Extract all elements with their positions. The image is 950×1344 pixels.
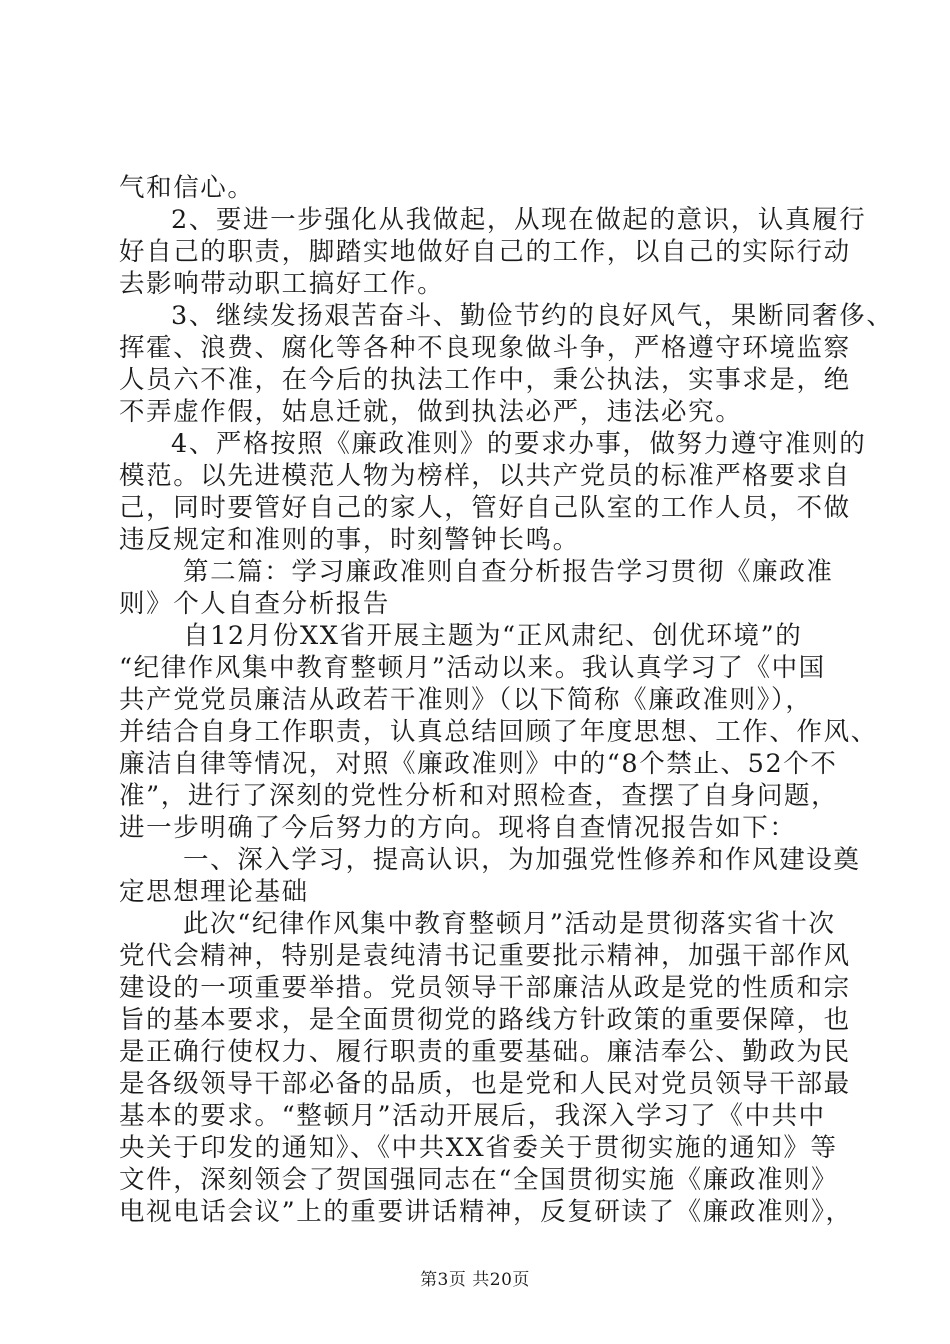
text-line: 模范。以先进模范人物为榜样，以共产党员的标准严格要求自 [119, 461, 851, 491]
text-line: 建设的一项重要举措。党员领导干部廉洁从政是党的性质和宗 [119, 973, 851, 1003]
text-line: 是正确行使权力、履行职责的重要基础。廉洁奉公、勤政为民 [119, 1037, 851, 1067]
text-line: 此次“纪律作风集中教育整顿月”活动是贯彻落实省十次 [183, 909, 836, 939]
text-line: 去影响带动职工搞好工作。 [119, 269, 445, 299]
text-line: 4、严格按照《廉政准则》的要求办事，做努力遵守准则的 [171, 429, 867, 459]
text-line: 是各级领导干部必备的品质，也是党和人民对党员领导干部最 [119, 1069, 851, 1099]
text-line: 并结合自身工作职责，认真总结回顾了年度思想、工作、作风、 [119, 717, 878, 747]
text-line: 违反规定和准则的事，时刻警钟长鸣。 [119, 525, 580, 555]
text-line: 好自己的职责，脚踏实地做好自己的工作，以自己的实际行动 [119, 237, 851, 267]
text-line: 3、继续发扬艰苦奋斗、勤俭节约的良好风气，果断同奢侈、 [171, 301, 894, 331]
text-line: 挥霍、浪费、腐化等各种不良现象做斗争，严格遵守环境监察 [119, 333, 851, 363]
text-line: 自12月份XX省开展主题为“正风肃纪、创优环境”的 [183, 621, 803, 651]
text-line: 进一步明确了今后努力的方向。现将自查情况报告如下： [119, 813, 797, 843]
text-line: 己，同时要管好自己的家人，管好自己队室的工作人员，不做 [119, 493, 851, 523]
text-line: 人员六不准，在今后的执法工作中，秉公执法，实事求是，绝 [119, 365, 851, 395]
text-line: 2、要进一步强化从我做起，从现在做起的意识，认真履行 [171, 205, 867, 235]
text-line: “纪律作风集中教育整顿月”活动以来。我认真学习了《中国 [119, 653, 826, 683]
text-line: 一、深入学习，提高认识，为加强党性修养和作风建设奠 [183, 845, 861, 875]
text-line: 央关于印发的通知》、《中共XX省委关于贯彻实施的通知》等 [119, 1133, 838, 1163]
page-number-footer: 第3页 共20页 [420, 1270, 530, 1290]
text-line: 气和信心。 [119, 173, 255, 203]
text-line: 定思想理论基础 [119, 877, 309, 907]
text-line: 基本的要求。“整顿月”活动开展后，我深入学习了《中共中 [119, 1101, 826, 1131]
text-line: 不弄虚作假，姑息迁就，做到执法必严，违法必究。 [119, 397, 743, 427]
text-line: 党代会精神，特别是袁纯清书记重要批示精神，加强干部作风 [119, 941, 851, 971]
document-body [119, 172, 894, 1228]
section-heading-line: 则》个人自查分析报告 [119, 589, 391, 619]
text-line: 准”，进行了深刻的党性分析和对照检查，查摆了自身问题， [119, 781, 839, 811]
text-line: 文件，深刻领会了贺国强同志在“全国贯彻实施《廉政准则》 [119, 1165, 839, 1195]
text-line: 廉洁自律等情况，对照《廉政准则》中的“8个禁止、52个不 [119, 749, 838, 779]
text-line: 电视电话会议”上的重要讲话精神，反复研读了《廉政准则》， [119, 1197, 853, 1227]
text-line: 共产党党员廉洁从政若干准则》（以下简称《廉政准则》）， [119, 685, 813, 715]
section-heading-line: 第二篇：学习廉政准则自查分析报告学习贯彻《廉政准 [183, 557, 834, 587]
text-line: 旨的基本要求，是全面贯彻党的路线方针政策的重要保障，也 [119, 1005, 851, 1035]
